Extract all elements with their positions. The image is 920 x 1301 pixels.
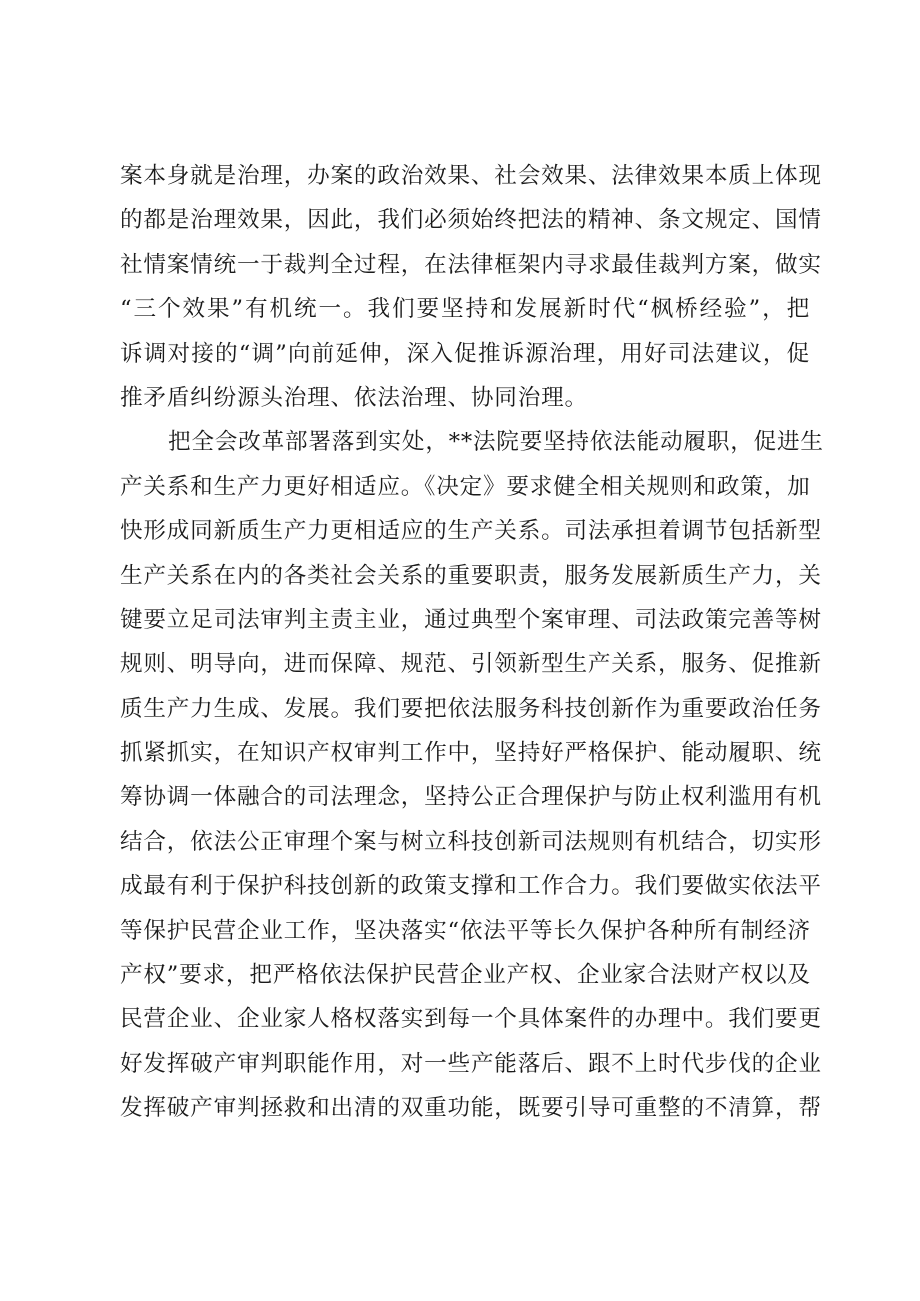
text-line: 的都是治理效果，因此，我们必须始终把法的精神、条文规定、国情 — [120, 207, 822, 234]
text-line: 案本身就是治理，办案的政治效果、社会效果、法律效果本质上体现 — [120, 163, 822, 189]
text-line: 快形成同新质生产力更相适应的生产关系。司法承担着调节包括新型 — [120, 518, 822, 545]
paragraph-2 — [120, 420, 824, 1130]
text-line: 成最有利于保护科技创新的政策支撑和工作合力。我们要做实依法平 — [120, 873, 822, 900]
text-line: 诉调对接的“调”向前延伸，深入促推诉源治理，用好司法建议，促 — [120, 340, 810, 367]
text-line: 筹协调一体融合的司法理念，坚持公正合理保护与防止权利滥用有机 — [120, 784, 822, 811]
text-line: 质生产力生成、发展。我们要把依法服务科技创新作为重要政治任务 — [120, 695, 822, 722]
text-line: 社情案情统一于裁判全过程，在法律框架内寻求最佳裁判方案，做实 — [120, 251, 822, 278]
text-line: 键要立足司法审判主责主业，通过典型个案审理、司法政策完善等树 — [120, 606, 822, 633]
text-line: 产权”要求，把严格依法保护民营企业产权、企业家合法财产权以及 — [120, 962, 811, 989]
text-line: “三个效果”有机统一。我们要坚持和发展新时代“枫桥经验”，把 — [120, 296, 810, 323]
text-line: 发挥破产审判拯救和出清的双重功能，既要引导可重整的不清算，帮 — [120, 1095, 822, 1122]
text-line: 推矛盾纠纷源头治理、依法治理、协同治理。 — [120, 384, 588, 411]
text-line: 把全会改革部署落到实处，**法院要坚持依法能动履职，促进生 — [168, 429, 824, 456]
text-line: 抓紧抓实，在知识产权审判工作中，坚持好严格保护、能动履职、统 — [120, 740, 822, 767]
paragraph-1 — [120, 154, 822, 420]
text-line: 民营企业、企业家人格权落实到每一个具体案件的办理中。我们要更 — [120, 1006, 822, 1033]
text-line: 好发挥破产审判职能作用，对一些产能落后、跟不上时代步伐的企业 — [120, 1050, 822, 1077]
text-line: 产关系和生产力更好相适应。《决定》要求健全相关规则和政策，加 — [120, 473, 811, 500]
document-body — [120, 154, 824, 1131]
text-line: 规则、明导向，进而保障、规范、引领新型生产关系，服务、促推新 — [120, 651, 822, 678]
text-line: 等保护民营企业工作，坚决落实“依法平等长久保护各种所有制经济 — [120, 917, 811, 944]
text-line: 生产关系在内的各类社会关系的重要职责，服务发展新质生产力，关 — [120, 562, 822, 589]
text-line: 结合，依法公正审理个案与树立科技创新司法规则有机结合，切实形 — [120, 828, 822, 855]
